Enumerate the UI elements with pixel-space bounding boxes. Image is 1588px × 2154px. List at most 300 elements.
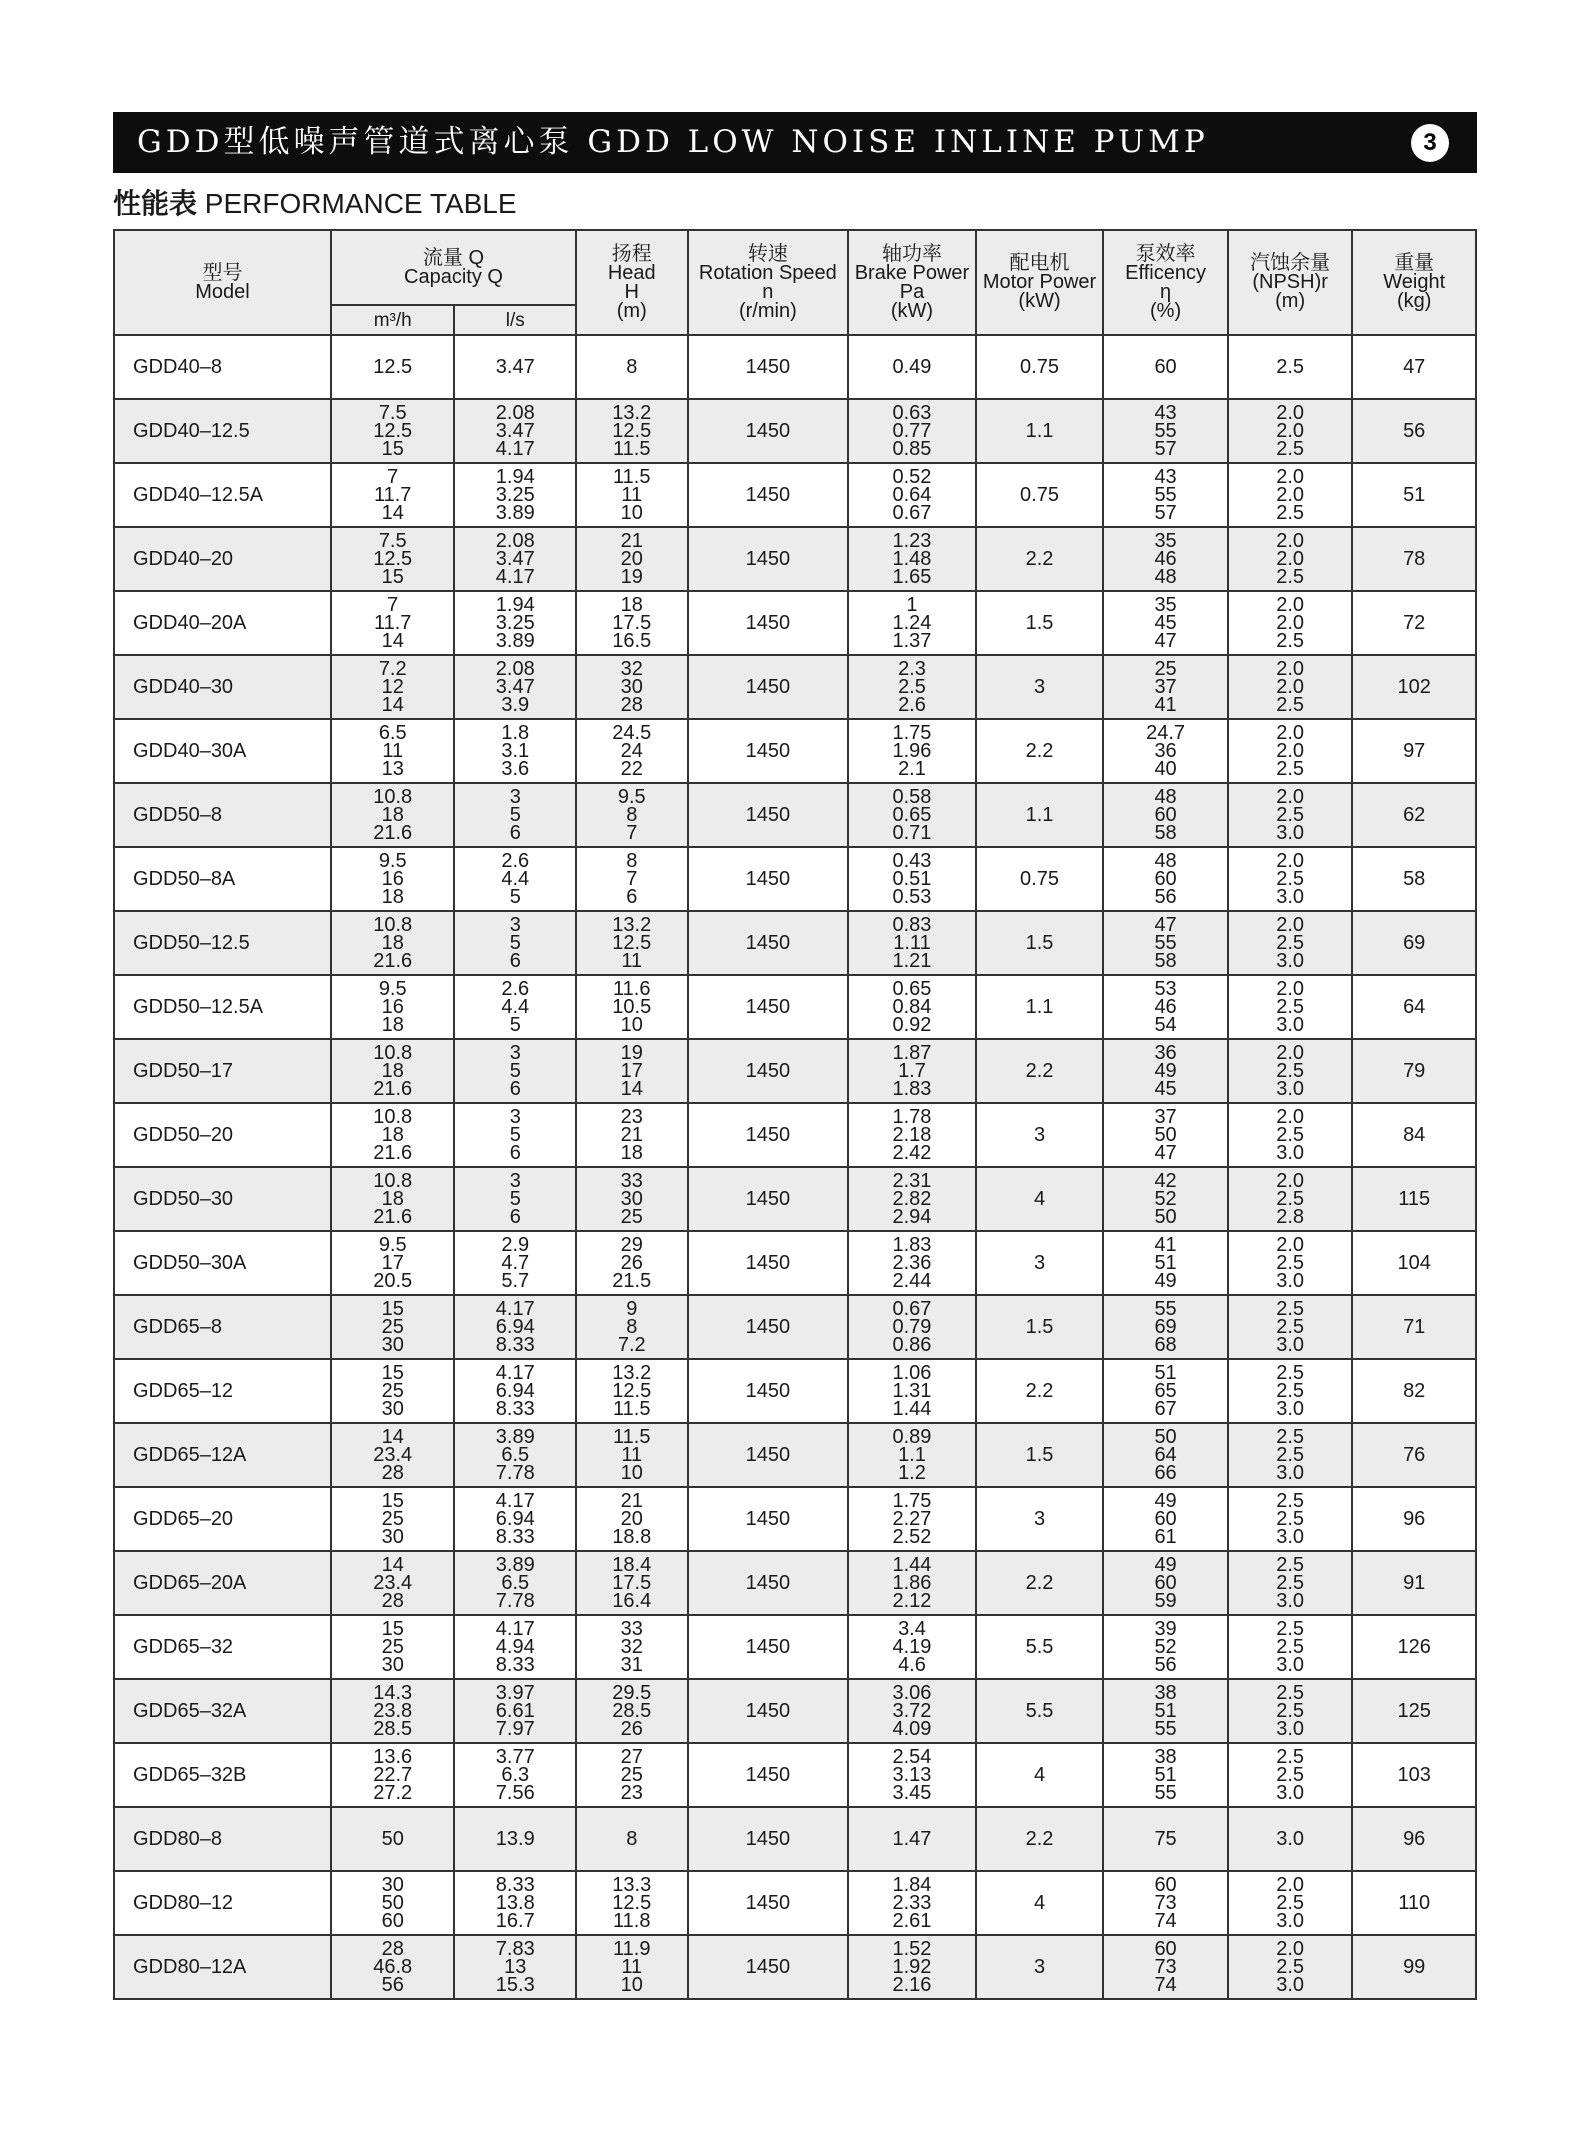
cell-efficiency-value: 47 — [1154, 1142, 1177, 1164]
cell-brake-power-value: 1.83 — [892, 1234, 932, 1256]
cell-brake-power-value: 1.24 — [892, 612, 932, 634]
cell-model: GDD65–32B — [114, 1743, 331, 1807]
cell-capacity-m3h-value: 21.6 — [373, 1078, 413, 1100]
cell-capacity-m3h-value: 28.5 — [373, 1718, 413, 1740]
cell-efficiency-value: 39 — [1154, 1618, 1177, 1640]
cell-brake-power — [848, 975, 976, 1039]
cell-efficiency-value: 53 — [1154, 978, 1177, 1000]
banner-title: GDD型低噪声管道式离心泵 GDD LOW NOISE INLINE PUMP — [137, 124, 1209, 160]
cell-head-value: 31 — [620, 1654, 643, 1676]
cell-head-value: 28 — [620, 694, 643, 716]
cell-capacity-m3h — [331, 719, 455, 783]
cell-npsh-value: 3.0 — [1276, 1462, 1305, 1484]
table-row — [114, 1167, 1476, 1231]
cell-head — [576, 847, 687, 911]
cell-efficiency — [1103, 1807, 1228, 1871]
cell-capacity-m3h — [331, 1295, 455, 1359]
performance-table — [113, 229, 1477, 2000]
cell-head-value: 8 — [626, 1828, 638, 1850]
cell-npsh-value: 2.0 — [1276, 594, 1305, 616]
cell-capacity-ls-value: 7.97 — [495, 1718, 535, 1740]
cell-brake-power — [848, 1807, 976, 1871]
cell-efficiency — [1103, 399, 1228, 463]
cell-efficiency-value: 60 — [1154, 804, 1177, 826]
table-row — [114, 911, 1476, 975]
cell-motor-power: 1.5 — [976, 911, 1104, 975]
cell-capacity-ls-value: 5 — [509, 804, 521, 826]
cell-brake-power — [848, 463, 976, 527]
cell-npsh-value: 2.5 — [1276, 438, 1305, 460]
cell-npsh-value: 3.0 — [1276, 1270, 1305, 1292]
cell-head-value: 11.9 — [613, 1938, 651, 1960]
cell-efficiency-value: 52 — [1154, 1636, 1177, 1658]
cell-capacity-ls-value: 3.47 — [495, 676, 535, 698]
cell-head-value: 7 — [626, 822, 638, 844]
cell-capacity-ls-value: 6 — [509, 950, 521, 972]
cell-brake-power-value: 1.31 — [892, 1380, 932, 1402]
table-row — [114, 783, 1476, 847]
cell-npsh-value: 3.0 — [1276, 1590, 1305, 1612]
cell-capacity-ls-value: 13.9 — [495, 1828, 535, 1850]
cell-model: GDD50–30 — [114, 1167, 331, 1231]
cell-capacity-ls-value: 8.33 — [495, 1654, 535, 1676]
cell-capacity-m3h — [331, 1487, 455, 1551]
cell-capacity-ls-value: 8.33 — [495, 1398, 535, 1420]
cell-brake-power-value: 1.7 — [898, 1060, 926, 1082]
cell-efficiency-value: 37 — [1154, 1106, 1177, 1128]
cell-model: GDD50–12.5A — [114, 975, 331, 1039]
cell-weight: 125 — [1352, 1679, 1476, 1743]
cell-speed: 1450 — [688, 1551, 849, 1615]
cell-capacity-ls-value: 6 — [509, 1142, 521, 1164]
cell-head — [576, 1231, 687, 1295]
cell-capacity-ls-value: 3.89 — [495, 1426, 535, 1448]
cell-weight: 110 — [1352, 1871, 1476, 1935]
cell-brake-power-value: 1.37 — [892, 630, 932, 652]
cell-capacity-ls-value: 3 — [509, 1042, 521, 1064]
cell-efficiency-value: 66 — [1154, 1462, 1177, 1484]
cell-npsh-value: 2.0 — [1276, 548, 1305, 570]
cell-capacity-m3h — [331, 463, 455, 527]
cell-npsh-value: 2.5 — [1276, 1426, 1305, 1448]
cell-brake-power — [848, 1679, 976, 1743]
cell-efficiency — [1103, 1551, 1228, 1615]
section-title-cn: 性能表 — [113, 188, 198, 219]
cell-npsh-value: 3.0 — [1276, 1828, 1305, 1850]
cell-npsh — [1228, 527, 1353, 591]
cell-capacity-m3h-value: 12.5 — [373, 356, 413, 378]
cell-capacity-ls-value: 4.7 — [501, 1252, 530, 1274]
cell-capacity-m3h-value: 14 — [381, 630, 404, 652]
cell-capacity-m3h — [331, 335, 455, 399]
cell-npsh-value: 2.5 — [1276, 758, 1305, 780]
cell-speed: 1450 — [688, 1807, 849, 1871]
cell-brake-power-value: 2.61 — [892, 1910, 932, 1932]
cell-efficiency — [1103, 1039, 1228, 1103]
cell-capacity-m3h-value: 15 — [381, 1298, 404, 1320]
cell-npsh-value: 2.5 — [1276, 1618, 1305, 1640]
cell-head-value: 10 — [620, 502, 643, 524]
cell-npsh-value: 2.0 — [1276, 1042, 1305, 1064]
cell-capacity-ls-value: 5 — [509, 932, 521, 954]
cell-npsh-value: 2.5 — [1276, 356, 1305, 378]
cell-capacity-ls-value: 3 — [509, 1170, 521, 1192]
cell-brake-power-value: 0.89 — [892, 1426, 932, 1448]
cell-efficiency-value: 55 — [1154, 1782, 1177, 1804]
cell-weight: 79 — [1352, 1039, 1476, 1103]
cell-motor-power: 5.5 — [976, 1679, 1104, 1743]
cell-head-value: 10 — [620, 1014, 643, 1036]
cell-brake-power-value: 2.27 — [892, 1508, 932, 1530]
cell-efficiency — [1103, 463, 1228, 527]
cell-model: GDD65–32 — [114, 1615, 331, 1679]
cell-efficiency-value: 60 — [1154, 1874, 1177, 1896]
cell-npsh-value: 2.5 — [1276, 1060, 1305, 1082]
cell-efficiency-value: 47 — [1154, 914, 1177, 936]
cell-speed: 1450 — [688, 399, 849, 463]
cell-capacity-m3h — [331, 527, 455, 591]
cell-capacity-m3h-value: 9.5 — [378, 978, 407, 1000]
cell-brake-power-value: 1.84 — [892, 1874, 932, 1896]
cell-head-value: 17.5 — [612, 612, 652, 634]
cell-efficiency-value: 55 — [1154, 1298, 1177, 1320]
cell-brake-power-value: 0.64 — [892, 484, 932, 506]
cell-capacity-m3h-value: 23.4 — [373, 1444, 413, 1466]
cell-npsh-value: 2.5 — [1276, 1892, 1305, 1914]
cell-capacity-ls-value: 2.08 — [495, 658, 535, 680]
cell-npsh-value: 2.5 — [1276, 1636, 1305, 1658]
cell-head-value: 30 — [620, 1188, 643, 1210]
cell-brake-power-value: 2.36 — [892, 1252, 932, 1274]
cell-npsh-value: 2.0 — [1276, 1106, 1305, 1128]
cell-efficiency-value: 60 — [1154, 1572, 1177, 1594]
cell-brake-power-value: 3.06 — [892, 1682, 932, 1704]
cell-motor-power: 0.75 — [976, 335, 1104, 399]
cell-speed: 1450 — [688, 847, 849, 911]
cell-brake-power-value: 0.83 — [892, 914, 932, 936]
cell-head — [576, 1679, 687, 1743]
cell-head-value: 14 — [620, 1078, 643, 1100]
cell-head — [576, 783, 687, 847]
table-row — [114, 847, 1476, 911]
cell-capacity-m3h-value: 16 — [381, 868, 404, 890]
cell-npsh — [1228, 1871, 1353, 1935]
cell-npsh — [1228, 847, 1353, 911]
cell-capacity-m3h-value: 22.7 — [373, 1764, 413, 1786]
cell-capacity-ls — [454, 1551, 576, 1615]
header-rotation-speed: 转速 Rotation Speed n (r/min) — [688, 230, 849, 335]
header-capacity-ls: l/s — [454, 305, 576, 335]
cell-capacity-ls-value: 4.4 — [501, 996, 530, 1018]
cell-npsh-value: 2.5 — [1276, 1554, 1305, 1576]
table-row — [114, 655, 1476, 719]
cell-weight: 71 — [1352, 1295, 1476, 1359]
cell-model: GDD80–12A — [114, 1935, 331, 1999]
cell-head-value: 29 — [620, 1234, 643, 1256]
cell-brake-power-value: 0.71 — [892, 822, 932, 844]
cell-capacity-m3h-value: 12.5 — [373, 548, 413, 570]
header-head: 扬程 Head H (m) — [576, 230, 687, 335]
cell-efficiency-value: 67 — [1154, 1398, 1177, 1420]
cell-efficiency — [1103, 847, 1228, 911]
cell-speed: 1450 — [688, 591, 849, 655]
cell-brake-power-value: 2.1 — [898, 758, 926, 780]
cell-efficiency-value: 50 — [1154, 1206, 1177, 1228]
cell-capacity-ls-value: 7.83 — [495, 1938, 535, 1960]
cell-head-value: 21 — [620, 530, 643, 552]
cell-capacity-m3h-value: 10.8 — [373, 1170, 413, 1192]
cell-speed: 1450 — [688, 335, 849, 399]
cell-efficiency — [1103, 1103, 1228, 1167]
cell-brake-power-value: 2.52 — [892, 1526, 932, 1548]
cell-weight: 84 — [1352, 1103, 1476, 1167]
cell-npsh-value: 2.0 — [1276, 1170, 1305, 1192]
table-row — [114, 1423, 1476, 1487]
cell-efficiency-value: 45 — [1154, 1078, 1177, 1100]
cell-capacity-ls-value: 1.8 — [501, 722, 530, 744]
cell-efficiency-value: 41 — [1154, 694, 1177, 716]
cell-capacity-m3h — [331, 1615, 455, 1679]
cell-npsh — [1228, 719, 1353, 783]
cell-npsh-value: 2.0 — [1276, 402, 1305, 424]
cell-npsh-value: 2.5 — [1276, 502, 1305, 524]
cell-weight: 64 — [1352, 975, 1476, 1039]
cell-brake-power-value: 0.77 — [892, 420, 932, 442]
cell-npsh-value: 3.0 — [1276, 1526, 1305, 1548]
cell-head-value: 19 — [620, 566, 643, 588]
cell-brake-power-value: 1.52 — [892, 1938, 932, 1960]
cell-npsh-value: 2.8 — [1276, 1206, 1305, 1228]
cell-capacity-m3h-value: 17 — [381, 1252, 404, 1274]
cell-head-value: 8 — [626, 356, 638, 378]
cell-efficiency-value: 56 — [1154, 886, 1177, 908]
cell-npsh — [1228, 463, 1353, 527]
cell-npsh-value: 2.0 — [1276, 676, 1305, 698]
cell-brake-power-value: 1.44 — [892, 1398, 932, 1420]
cell-brake-power-value: 0.58 — [892, 786, 932, 808]
cell-brake-power-value: 2.12 — [892, 1590, 932, 1612]
cell-efficiency-value: 58 — [1154, 822, 1177, 844]
cell-npsh-value: 3.0 — [1276, 950, 1305, 972]
cell-npsh-value: 2.0 — [1276, 978, 1305, 1000]
cell-capacity-ls — [454, 1871, 576, 1935]
cell-npsh — [1228, 1167, 1353, 1231]
cell-head-value: 8 — [626, 850, 638, 872]
section-title — [113, 182, 517, 222]
cell-brake-power-value: 1.78 — [892, 1106, 932, 1128]
section-title-en: PERFORMANCE TABLE — [204, 188, 517, 219]
cell-weight: 104 — [1352, 1231, 1476, 1295]
cell-npsh — [1228, 1039, 1353, 1103]
cell-brake-power-value: 2.54 — [892, 1746, 932, 1768]
cell-capacity-m3h-value: 13.6 — [373, 1746, 413, 1768]
cell-npsh-value: 2.0 — [1276, 484, 1305, 506]
cell-npsh — [1228, 591, 1353, 655]
cell-weight: 47 — [1352, 335, 1476, 399]
cell-head-value: 11.6 — [613, 978, 651, 1000]
cell-brake-power-value: 0.52 — [892, 466, 932, 488]
cell-head-value: 12.5 — [612, 1380, 652, 1402]
cell-brake-power-value: 1.87 — [892, 1042, 932, 1064]
cell-motor-power: 3 — [976, 1487, 1104, 1551]
cell-head — [576, 335, 687, 399]
cell-head-value: 21.5 — [612, 1270, 652, 1292]
cell-brake-power-value: 2.82 — [892, 1188, 932, 1210]
cell-npsh-value: 2.5 — [1276, 1188, 1305, 1210]
cell-efficiency-value: 38 — [1154, 1682, 1177, 1704]
cell-model: GDD80–12 — [114, 1871, 331, 1935]
cell-head-value: 18.8 — [612, 1526, 652, 1548]
cell-capacity-ls-value: 6.3 — [501, 1764, 530, 1786]
cell-capacity-m3h-value: 13 — [381, 758, 404, 780]
cell-brake-power-value: 0.49 — [892, 356, 932, 378]
cell-efficiency — [1103, 527, 1228, 591]
cell-capacity-ls — [454, 1679, 576, 1743]
cell-capacity-m3h-value: 23.4 — [373, 1572, 413, 1594]
cell-capacity-m3h-value: 15 — [381, 1362, 404, 1384]
cell-head-value: 33 — [620, 1170, 643, 1192]
cell-capacity-m3h-value: 12.5 — [373, 420, 413, 442]
cell-head-value: 11 — [621, 1956, 643, 1978]
cell-efficiency-value: 36 — [1154, 1042, 1177, 1064]
cell-speed: 1450 — [688, 1423, 849, 1487]
cell-capacity-ls-value: 3.47 — [495, 548, 535, 570]
cell-weight: 99 — [1352, 1935, 1476, 1999]
cell-head-value: 7 — [626, 868, 638, 890]
cell-efficiency — [1103, 335, 1228, 399]
cell-capacity-ls-value: 2.6 — [501, 978, 530, 1000]
cell-npsh-value: 2.0 — [1276, 786, 1305, 808]
cell-npsh-value: 2.0 — [1276, 420, 1305, 442]
cell-model: GDD50–12.5 — [114, 911, 331, 975]
cell-capacity-ls — [454, 975, 576, 1039]
cell-brake-power-value: 1.47 — [892, 1828, 932, 1850]
cell-npsh-value: 2.5 — [1276, 630, 1305, 652]
cell-capacity-m3h-value: 27.2 — [373, 1782, 413, 1804]
cell-brake-power — [848, 1487, 976, 1551]
cell-speed: 1450 — [688, 655, 849, 719]
cell-head-value: 10 — [620, 1974, 643, 1996]
cell-efficiency — [1103, 1743, 1228, 1807]
cell-npsh — [1228, 1359, 1353, 1423]
cell-capacity-m3h-value: 11.7 — [373, 612, 412, 634]
cell-head-value: 28.5 — [612, 1700, 652, 1722]
cell-efficiency — [1103, 591, 1228, 655]
cell-capacity-ls — [454, 527, 576, 591]
cell-capacity-m3h-value: 30 — [381, 1654, 404, 1676]
cell-efficiency-value: 56 — [1154, 1654, 1177, 1676]
cell-npsh-value: 2.0 — [1276, 914, 1305, 936]
cell-head-value: 30 — [620, 676, 643, 698]
cell-model: GDD50–20 — [114, 1103, 331, 1167]
cell-capacity-ls-value: 13 — [504, 1956, 527, 1978]
cell-head — [576, 1615, 687, 1679]
cell-head — [576, 719, 687, 783]
cell-model: GDD65–20 — [114, 1487, 331, 1551]
cell-brake-power-value: 0.84 — [892, 996, 932, 1018]
cell-capacity-m3h-value: 25 — [381, 1508, 404, 1530]
cell-motor-power: 1.5 — [976, 591, 1104, 655]
cell-brake-power-value: 2.18 — [892, 1124, 932, 1146]
cell-motor-power: 0.75 — [976, 847, 1104, 911]
cell-brake-power-value: 0.53 — [892, 886, 932, 908]
cell-model: GDD65–20A — [114, 1551, 331, 1615]
cell-npsh-value: 3.0 — [1276, 1078, 1305, 1100]
cell-head-value: 13.2 — [612, 1362, 652, 1384]
cell-efficiency-value: 37 — [1154, 676, 1177, 698]
cell-npsh-value: 2.5 — [1276, 1956, 1305, 1978]
cell-capacity-m3h-value: 7.5 — [378, 402, 407, 424]
cell-speed: 1450 — [688, 1359, 849, 1423]
cell-efficiency-value: 47 — [1154, 630, 1177, 652]
cell-npsh-value: 2.5 — [1276, 1700, 1305, 1722]
cell-efficiency-value: 49 — [1154, 1554, 1177, 1576]
cell-weight: 72 — [1352, 591, 1476, 655]
cell-capacity-ls-value: 6.94 — [495, 1380, 535, 1402]
cell-head-value: 22 — [620, 758, 643, 780]
cell-capacity-m3h-value: 14.3 — [373, 1682, 413, 1704]
cell-efficiency — [1103, 655, 1228, 719]
cell-capacity-m3h-value: 18 — [381, 1014, 404, 1036]
cell-head-value: 11.8 — [613, 1910, 651, 1932]
cell-capacity-ls-value: 3.47 — [495, 356, 535, 378]
cell-head — [576, 1295, 687, 1359]
cell-capacity-ls-value: 3.25 — [495, 484, 535, 506]
cell-capacity-m3h — [331, 1039, 455, 1103]
cell-model: GDD65–12 — [114, 1359, 331, 1423]
cell-head-value: 11.5 — [613, 1398, 651, 1420]
cell-model: GDD40–8 — [114, 335, 331, 399]
cell-head-value: 11 — [621, 484, 643, 506]
cell-head-value: 24.5 — [612, 722, 652, 744]
cell-capacity-m3h — [331, 1679, 455, 1743]
cell-brake-power — [848, 399, 976, 463]
cell-capacity-ls-value: 15.3 — [495, 1974, 535, 1996]
cell-efficiency — [1103, 1167, 1228, 1231]
cell-npsh-value: 2.5 — [1276, 1316, 1305, 1338]
cell-brake-power-value: 1.2 — [898, 1462, 926, 1484]
cell-head — [576, 1423, 687, 1487]
cell-capacity-m3h — [331, 1103, 455, 1167]
cell-brake-power-value: 3.45 — [892, 1782, 932, 1804]
cell-capacity-m3h-value: 28 — [381, 1590, 404, 1612]
cell-capacity-m3h-value: 46.8 — [373, 1956, 413, 1978]
cell-npsh-value: 2.0 — [1276, 612, 1305, 634]
cell-brake-power-value: 0.65 — [892, 804, 932, 826]
cell-efficiency-value: 35 — [1154, 594, 1177, 616]
cell-motor-power: 0.75 — [976, 463, 1104, 527]
cell-efficiency-value: 35 — [1154, 530, 1177, 552]
table-row — [114, 1807, 1476, 1871]
cell-capacity-ls — [454, 1423, 576, 1487]
cell-speed: 1450 — [688, 1615, 849, 1679]
cell-capacity-m3h-value: 23.8 — [373, 1700, 413, 1722]
cell-head — [576, 1871, 687, 1935]
table-row — [114, 527, 1476, 591]
cell-motor-power: 2.2 — [976, 527, 1104, 591]
cell-brake-power-value: 1.96 — [892, 740, 932, 762]
cell-brake-power-value: 4.19 — [892, 1636, 932, 1658]
cell-speed: 1450 — [688, 975, 849, 1039]
cell-efficiency-value: 51 — [1154, 1252, 1177, 1274]
cell-efficiency-value: 59 — [1154, 1590, 1177, 1612]
cell-npsh-value: 2.0 — [1276, 1874, 1305, 1896]
cell-head — [576, 1551, 687, 1615]
cell-efficiency-value: 48 — [1154, 786, 1177, 808]
cell-head-value: 8 — [626, 804, 638, 826]
cell-npsh-value: 2.5 — [1276, 1746, 1305, 1768]
cell-brake-power-value: 1.65 — [892, 566, 932, 588]
